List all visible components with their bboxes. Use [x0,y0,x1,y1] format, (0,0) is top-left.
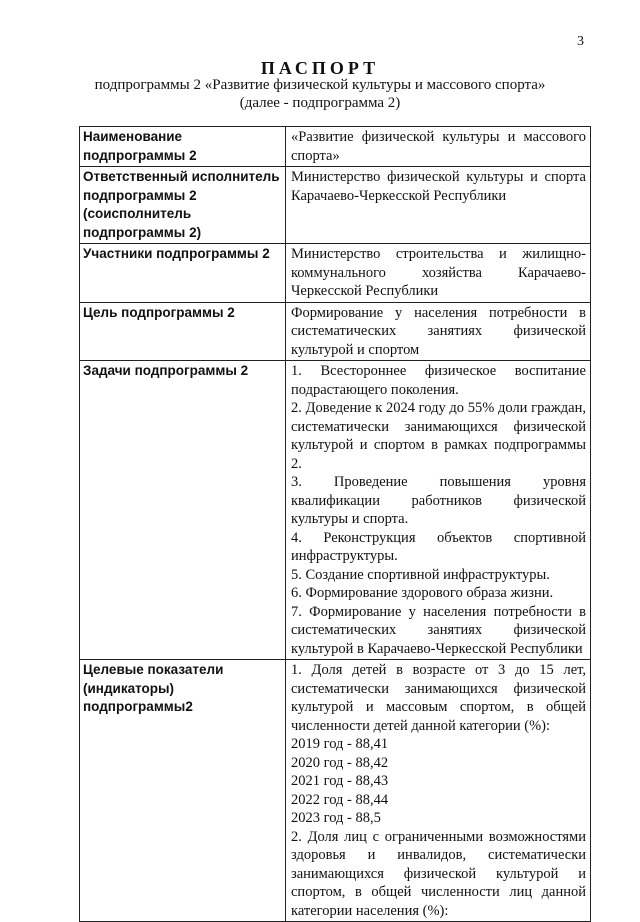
row-value [286,244,591,303]
table-row [80,660,591,922]
document-subtitle-note: (далее - подпрограмма 2) [239,95,401,111]
indicator-year-value: 2023 год - 88,5 [291,810,381,826]
table-row [80,167,591,244]
indicator-item: 2. Доля лиц с ограниченными возможностями здоровья и инвалидов, систематически занимающихся физической культурой и спортом, в общей численности лиц данной категории населения (%): [291,828,586,919]
row-value [286,127,591,167]
row-label: Наименование подпрограммы 2 [80,127,286,167]
task-item: 2. Доведение к 2024 году до 55% доли граждан, систематически занимающихся физической культурой и спортом в рамках подпрограммы 2. [291,400,586,472]
row-label: Цель подпрограммы 2 [80,302,286,361]
indicator-item: 1. Доля детей в возрасте от 3 до 15 лет, систематически занимающихся физической культурой и массовым спортом, в общей численности детей данной категории (%): [291,662,586,734]
indicator-year-value: 2020 год - 88,42 [291,754,389,771]
task-item: 6. Формирование здорового образа жизни. [291,585,554,601]
row-value [286,167,591,244]
table-row [80,244,591,303]
row-label: Участники подпрограммы 2 [80,244,286,303]
indicator-year-value: 2019 год - 88,41 [291,736,389,752]
task-item: 5. Создание спортивной инфраструктуры. [291,566,550,583]
passport-table [79,126,591,922]
row-value [286,302,591,361]
row-value-line: Формирование у населения потребности в систематических занятиях физической культурой и спортом [291,304,586,358]
document-subtitle: подпрограммы 2 «Развитие физической культуры и массового спорта» [94,77,546,93]
task-item: 3. Проведение повышения уровня квалификации работников физической культуры и спорта. [291,474,586,527]
table-row [80,302,591,361]
task-item: 1. Всестороннее физическое воспитание подрастающего поколения. [291,363,586,398]
row-label: Целевые показатели (индикаторы) подпрограммы2 [80,660,286,922]
task-item: 4. Реконструкция объектов спортивной инфраструктуры. [291,529,586,564]
row-label: Ответственный исполнитель подпрограммы 2 (соисполнитель подпрограммы 2) [80,167,286,244]
row-value [286,361,591,660]
row-value-line: «Развитие физической культуры и массового спорта» [291,129,586,164]
row-value-line: Министерство физической культуры и спорта Карачаево-Черкесской Республики [291,169,586,204]
indicator-year-value: 2022 год - 88,44 [291,791,389,808]
table-row [80,127,591,167]
row-label: Задачи подпрограммы 2 [80,361,286,660]
row-value [286,660,591,922]
document-title: ПАСПОРТ [260,58,380,78]
page-number: 3 [577,34,584,49]
indicator-year-value: 2021 год - 88,43 [291,773,389,789]
table-row [80,361,591,660]
row-value-line: Министерство строительства и жилищно-коммунального хозяйства Карачаево-Черкесской Республики [291,246,586,299]
task-item: 7. Формирование у населения потребности в систематических занятиях физической культурой в Карачаево-Черкесской Республики [291,603,586,657]
